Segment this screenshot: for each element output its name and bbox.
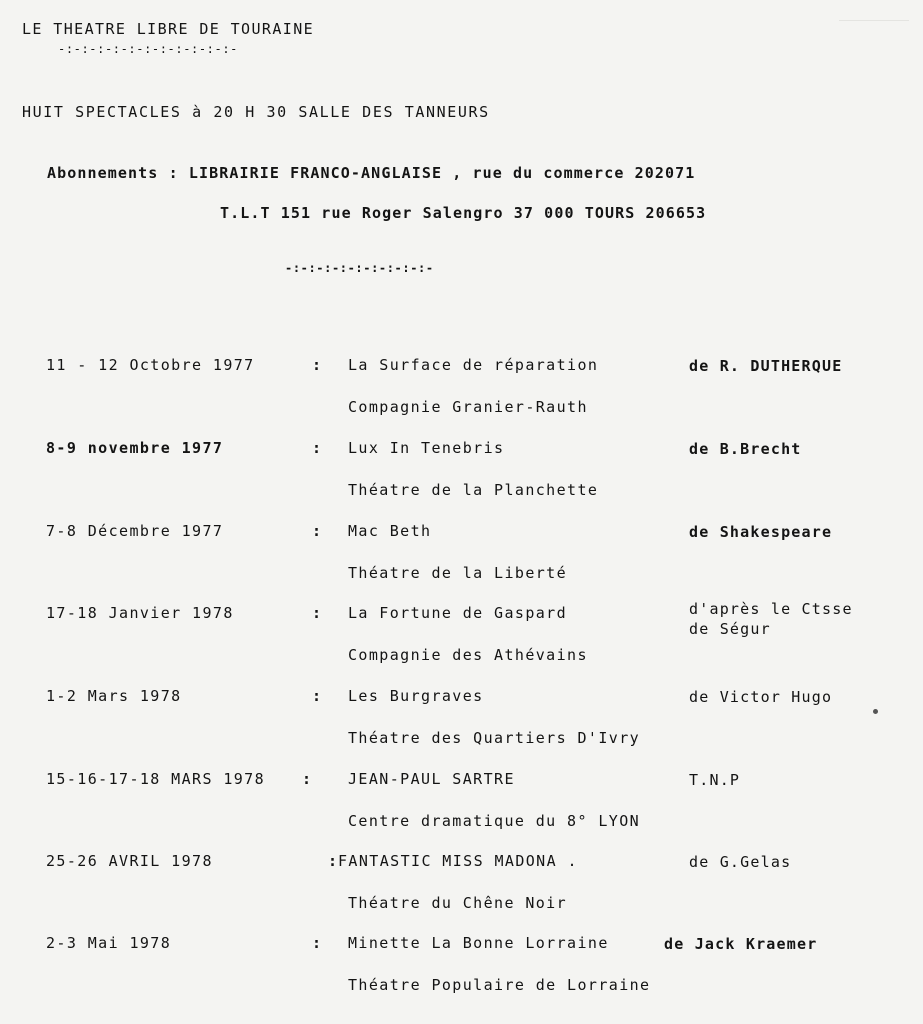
page-title: LE THEATRE LIBRE DE TOURAINE <box>22 20 315 38</box>
entry-colon: : <box>312 522 322 540</box>
program-entry <box>0 934 923 1018</box>
entry-author: d'après le Ctsse de Ségur <box>689 600 853 638</box>
faded-bleedthrough-mark <box>839 6 909 21</box>
entry-company: Théatre Populaire de Lorraine <box>348 976 651 994</box>
entry-show: JEAN-PAUL SARTRE <box>348 770 515 788</box>
entry-author: de Shakespeare <box>689 523 833 541</box>
entry-date: 25-26 AVRIL 1978 <box>46 852 213 870</box>
entry-colon: : <box>312 604 322 622</box>
entry-author: de R. DUTHERQUE <box>689 357 843 375</box>
entry-date: 15-16-17-18 MARS 1978 <box>46 770 266 788</box>
entry-author: de G.Gelas <box>689 853 792 871</box>
entry-company: Théatre des Quartiers D'Ivry <box>348 729 641 747</box>
entry-show: La Surface de réparation <box>348 356 599 374</box>
entry-colon: : <box>312 439 322 457</box>
entry-date: 1-2 Mars 1978 <box>46 687 182 705</box>
entry-author: T.N.P <box>689 771 741 789</box>
subscriptions-line: Abonnements : LIBRAIRIE FRANCO-ANGLAISE , rue du commerce 202071 <box>47 164 696 182</box>
entry-author: de Victor Hugo <box>689 688 833 706</box>
title-separator: -:-:-:-:-:-:-:-:-:-:-:- <box>58 42 238 56</box>
program-entry <box>0 522 923 606</box>
entry-colon: : <box>312 687 322 705</box>
program-entry <box>0 770 923 854</box>
entry-date: 17-18 Janvier 1978 <box>46 604 234 622</box>
entry-date: 8-9 novembre 1977 <box>46 439 224 457</box>
ink-speck <box>873 709 878 714</box>
entry-author: de B.Brecht <box>689 440 802 458</box>
entry-company: Théatre du Chêne Noir <box>348 894 568 912</box>
entry-show: Les Burgraves <box>348 687 484 705</box>
entry-show: Minette La Bonne Lorraine <box>348 934 609 952</box>
entry-date: 11 - 12 Octobre 1977 <box>46 356 255 374</box>
entry-company: Compagnie des Athévains <box>348 646 588 664</box>
entry-show: La Fortune de Gaspard <box>348 604 568 622</box>
entry-colon: : <box>312 356 322 374</box>
entry-company: Compagnie Granier-Rauth <box>348 398 588 416</box>
entry-date: 2-3 Mai 1978 <box>46 934 172 952</box>
entry-company: Théatre de la Liberté <box>348 564 568 582</box>
entry-show: Lux In Tenebris <box>348 439 505 457</box>
entry-colon: : <box>302 770 312 788</box>
program-entry <box>0 687 923 771</box>
program-entry <box>0 600 923 688</box>
mid-separator: -:-:-:-:-:-:-:-:-:- <box>285 261 434 275</box>
entry-company: Centre dramatique du 8° LYON <box>348 812 641 830</box>
program-entry <box>0 439 923 523</box>
subtitle-line: HUIT SPECTACLES à 20 H 30 SALLE DES TANNEURS <box>22 103 490 121</box>
entry-colon: : <box>312 934 322 952</box>
program-entry <box>0 356 923 440</box>
entry-show: FANTASTIC MISS MADONA . <box>338 852 578 870</box>
entry-company: Théatre de la Planchette <box>348 481 599 499</box>
tlt-address-line: T.L.T 151 rue Roger Salengro 37 000 TOURS 206653 <box>220 204 707 222</box>
entry-author: de Jack Kraemer <box>664 935 818 953</box>
entry-date: 7-8 Décembre 1977 <box>46 522 224 540</box>
entry-colon: : <box>328 852 338 870</box>
entry-show: Mac Beth <box>348 522 432 540</box>
program-entry <box>0 852 923 936</box>
